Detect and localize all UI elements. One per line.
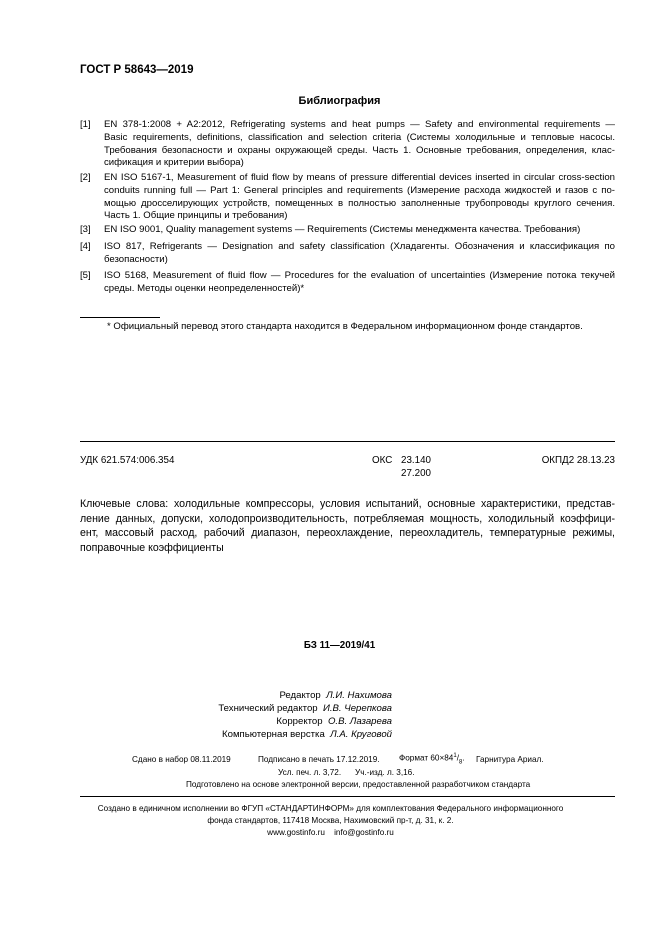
reference-line: мощью дросселирующих устройств, помещенных в полностью заполненные трубопроводы круглого сечения. [104, 197, 615, 209]
reference-item [80, 119, 615, 170]
reference-text [104, 224, 615, 237]
staff-editor [279, 690, 392, 701]
divider-bottom [80, 796, 615, 797]
format-suffix: . [462, 753, 465, 763]
email-link[interactable]: info@gostinfo.ru [334, 828, 394, 837]
keywords-line: ление данных, допуски, холодопроизводительность, потребляемая мощность, холодильный коэффици- [80, 512, 615, 525]
imprint-format: Формат $60\times 84^1/_8$. [399, 753, 465, 766]
oks-value: 27.200 [401, 468, 431, 479]
divider-top [80, 441, 615, 442]
reference-item [80, 270, 615, 296]
footnote-rule [80, 317, 160, 318]
keywords [80, 497, 615, 555]
oks-value: 23.140 [401, 455, 431, 466]
reference-item [80, 241, 615, 267]
reference-item [80, 224, 615, 237]
reference-number: [1] [80, 119, 91, 130]
staff-name: И.В. Черепкова [322, 703, 392, 714]
imprint-submitted: Сдано в набор 08.11.2019 [132, 755, 231, 764]
staff-tech-editor [218, 703, 392, 714]
reference-text [104, 241, 615, 267]
reference-line: EN ISO 9001, Quality management systems — Requirements (Системы менеджмента качества. Требования) [104, 224, 581, 235]
reference-text [104, 119, 615, 170]
imprint-typeface: Гарнитура Ариал. [476, 755, 544, 764]
keywords-line: поправочные коэффициенты [80, 541, 224, 554]
reference-line: ISO 817, Refrigerants — Designation and safety classification (Хладагенты. Обозначения и классификация по [104, 241, 615, 252]
publisher-contacts [0, 828, 661, 837]
bz-number: БЗ 11—2019/41 [303, 640, 376, 651]
staff-role: Редактор [279, 690, 321, 701]
reference-line: conduits running full — Part 1: General principles and requirements (Измерение расхода жидкостей и газов с по- [104, 184, 615, 196]
reference-line: сификация и критерии выбора) [104, 157, 244, 169]
reference-number: [3] [80, 224, 91, 235]
staff-role: Корректор [276, 716, 323, 727]
oks-label: ОКС [372, 455, 393, 466]
staff-name: Л.А. Круговой [330, 729, 392, 740]
imprint-pub-sheets: Уч.-изд. л. 3,16. [355, 768, 415, 777]
reference-line: EN 378-1:2008 + A2:2012, Refrigerating systems and heat pumps — Safety and environmental requirements — [104, 119, 615, 130]
reference-line: Требования безопасности и охраны окружающей среды. Часть 1. Основные требования, определения, клас- [104, 144, 615, 156]
reference-line: безопасности) [104, 253, 168, 265]
keywords-line: Ключевые слова: холодильные компрессоры, условия испытаний, основные характеристики, представ- [80, 498, 615, 510]
imprint-prepared: Подготовлено на основе электронной версии, предоставленной разработчиком стандарта [186, 780, 531, 789]
staff-role: Технический редактор [218, 703, 318, 714]
reference-number: [2] [80, 172, 91, 183]
reference-line: Часть 1. Общие принципы и требования) [104, 210, 288, 222]
website-link[interactable]: www.gostinfo.ru [267, 828, 325, 837]
reference-text [104, 172, 615, 223]
standard-code: ГОСТ Р 58643—2019 [80, 64, 194, 76]
staff-role: Компьютерная верстка [222, 729, 325, 740]
publisher-line: фонда стандартов, 117418 Москва, Нахимовский пр-т, д. 31, к. 2. [207, 816, 454, 825]
reference-line: среды. Методы оценки неопределенностей)* [104, 282, 305, 294]
publisher-line: Создано в единичном исполнении во ФГУП «СТАНДАРТИНФОРМ» для комплектования Федерального информационного [97, 804, 564, 813]
reference-item [80, 172, 615, 223]
okpd-code: ОКПД2 28.13.23 [541, 455, 615, 466]
bibliography-title: Библиография [298, 95, 381, 107]
staff-layout [222, 729, 392, 740]
format-sub: 8 [458, 759, 463, 766]
format-sup: 1 [453, 753, 457, 759]
reference-number: [4] [80, 241, 91, 252]
imprint-print-sheets: Усл. печ. л. 3,72. [278, 768, 342, 777]
reference-number: [5] [80, 270, 91, 281]
imprint-signed: Подписано в печать 17.12.2019. [258, 755, 380, 764]
reference-line: Basic requirements, definitions, classification and selection criteria (Системы холодильные и тепловые насосы. [104, 131, 615, 143]
keywords-line: ент, массовый расход, рабочий диапазон, переохлаждение, переохладитель, температурные режимы, [80, 527, 615, 540]
staff-proofreader [276, 716, 392, 727]
reference-line: EN ISO 5167-1, Measurement of fluid flow by means of pressure differential devices inserted in circular cross-section [104, 172, 615, 183]
format-prefix: Формат 60×84 [399, 753, 454, 763]
footnote: * Официальный перевод этого стандарта находится в Федеральном информационном фонде стандартов. [107, 321, 583, 332]
udc-code: УДК 621.574:006.354 [80, 455, 175, 466]
reference-line: ISO 5168, Measurement of fluid flow — Procedures for the evaluation of uncertainties (Измерение потока текучей [104, 270, 615, 281]
staff-name: Л.И. Нахимова [326, 690, 392, 701]
reference-text [104, 270, 615, 296]
staff-name: О.В. Лазарева [327, 716, 392, 727]
